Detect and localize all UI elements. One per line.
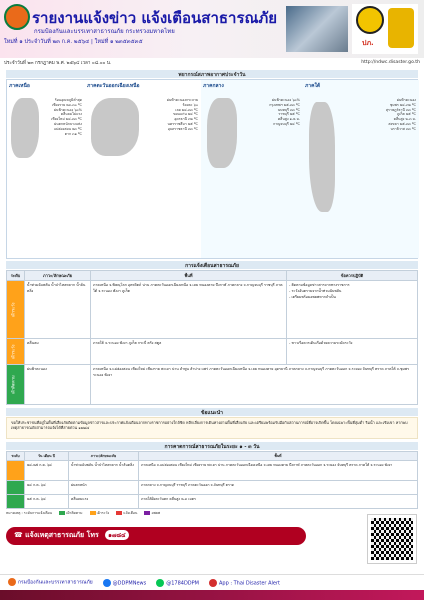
- legend-label: เฝ้าติดตาม: [66, 511, 83, 515]
- table-row: [7, 365, 418, 405]
- date-cell: ๒๔-๒๕ ก.ค. ๖๔: [25, 461, 69, 481]
- warnings-table: [6, 270, 418, 405]
- pt-logo: [352, 4, 418, 54]
- col-hazard: ภาวะ/ลักษณะภัย: [69, 452, 139, 461]
- hazard-cell: คลื่นลมแรง: [69, 495, 139, 509]
- date-cell: ๒๔ ก.ค. ๖๔: [25, 481, 69, 495]
- region-name: ภาคกลาง: [203, 83, 224, 89]
- header-photo: [286, 6, 348, 52]
- social-bar: [0, 574, 424, 590]
- hazard-cell: น้ำท่วมฉับพลัน น้ำป่าไหลหลาก น้ำล้นตลิ่ง: [69, 461, 139, 481]
- level-cell: เฝ้าระวัง: [7, 339, 25, 365]
- south-map: [309, 102, 335, 212]
- col-area: พื้นที่: [139, 452, 418, 461]
- area-cell: ภาคกลาง จ.กาญจนบุรี ราชบุรี ภาคตะวันออก จ.จันทบุรี ตราด: [139, 481, 418, 495]
- region-text: ร้อนอุณหภูมิต่ำสุด เชียงราย ๒๓-๓๐ ºC ฝนฟ้าคะนอง ๖๐% คลื่นลมไม่แรง เชียงใหม่ ๒๔-๓๓ ºC ฝนตกหนักบางแห่ง แม่ฮ่องสอน ๒๓ ºC ตาก ๓๑ ºC: [51, 98, 82, 136]
- info-bar: [0, 58, 424, 68]
- suggestion-text: ขอให้ประชาชนที่อยู่ในพื้นที่เสี่ยงภัยติดตามข้อมูลข่าวสารและประกาศแจ้งเตือนจากทางราชการอย่างใกล้ชิด หลีกเลี่ยงการเดินทางผ่านพื้นที่เสี่ยงภัย และเตรียมพร้อมรับมือกับสถานการณ์ที่อาจเกิดขึ้น โดยเฉพาะพื้นที่ลุ่มต่ำ ริมน้ำ และเชิงเขา หากพบเหตุสาธารณภัยสามารถแจ้งได้ที่สายด่วน ๑๗๘๔: [6, 417, 418, 439]
- social-dept: กรมป้องกันและบรรเทาสาธารณภัย: [18, 579, 93, 586]
- region-text: ฝนฟ้าคะนองกระจาย ร้อยละ ๖๐ เลย ๒๔-๓๓ ºC ขอนแก่น ๒๔ ºC อุดรธานี ๓๒ ºC นครราชสีมา ๒๕ ºC อุบลราชธานี ๓๓ ºC: [166, 98, 198, 131]
- legend: [6, 511, 418, 525]
- hotline-banner[interactable]: [6, 527, 306, 545]
- col-date: วัน เดือน ปี: [25, 452, 69, 461]
- region-central: [201, 80, 303, 258]
- region-name: ภาคตะวันออกเฉียงเหนือ: [87, 83, 140, 89]
- col-level: ระดับ: [7, 271, 25, 281]
- forecast7-title: การคาดการณ์สาธารณภัยในระยะ ๑ - ๓ วัน: [6, 442, 418, 450]
- ddpm-icon: [8, 578, 16, 586]
- level-cell: เฝ้าติดตาม: [7, 365, 25, 405]
- facebook-link[interactable]: [103, 579, 147, 587]
- northeast-map: [91, 98, 139, 156]
- hotline-label: แจ้งเหตุสาธารณภัย โทร: [25, 531, 99, 539]
- pt-logo-text: ปภ.: [362, 39, 374, 47]
- region-northeast: [85, 80, 201, 258]
- table-header: [7, 271, 418, 281]
- app-icon: [209, 579, 217, 587]
- level-cell: [7, 481, 25, 495]
- north-map: [11, 98, 39, 158]
- qr-code[interactable]: [368, 515, 416, 563]
- header: [0, 0, 424, 58]
- area-cell: ภาคเหนือ จ.แม่ฮ่องสอน เชียงใหม่ เชียงราย พะเยา น่าน ลำพูน ลำปาง แพร่ ภาคตะวันออกเฉียงเหนือ จ.เลย หนองคาย อุดรธานี ภาคกลาง จ.กาญจนบุรี ภาคตะวันออก จ.ระยอง จันทบุรี ตราด ภาคใต้ จ.ชุมพร ระนอง พังงา: [91, 365, 418, 405]
- legend-swatch: [90, 511, 96, 515]
- legend-swatch: [59, 511, 65, 515]
- col-area: พื้นที่: [91, 271, 287, 281]
- area-cell: ภาคเหนือ จ.พิษณุโลก อุตรดิตถ์ น่าน ภาคตะวันออกเฉียงเหนือ จ.เลย หนองคาย บึงกาฬ ภาคกลาง จ.กาญจนบุรี ราชบุรี ภาคใต้ จ.ระนอง พังงา ภูเก็ต: [91, 281, 287, 339]
- level-cell: [7, 495, 25, 509]
- date-cell: ๒๕ ก.ค. ๖๔: [25, 495, 69, 509]
- footer-bar: [0, 590, 424, 600]
- advice-cell: - ติดตามข้อมูลข่าวสารจากทางราชการ - ระวังอันตรายจากน้ำท่วมฉับพลัน - เตรียมพร้อมอพยพหากจำเป็น: [287, 281, 418, 339]
- dept-link[interactable]: [8, 578, 93, 587]
- level-cell: [7, 461, 25, 481]
- hazard-cell: ฝนตกหนัก: [69, 481, 139, 495]
- level-cell: เฝ้าระวัง: [7, 281, 25, 339]
- forecast7-table: [6, 451, 418, 509]
- col-hazard: ภาวะ/ลักษณะภัย: [25, 271, 91, 281]
- table-header: [7, 452, 418, 461]
- legend-label: อพยพ: [151, 511, 161, 515]
- table-row: [7, 461, 418, 481]
- col-level: ระดับ: [7, 452, 25, 461]
- ministry-seal: [388, 8, 414, 48]
- hazard-cell: ฝนฟ้าคะนอง: [25, 365, 91, 405]
- table-row: [7, 339, 418, 365]
- ddpm-logo: [4, 4, 30, 30]
- social-line: @1784DDPM: [166, 580, 199, 586]
- page-title: รายงานแจ้งข่าว แจ้งเตือนสาธารณภัย: [32, 9, 278, 27]
- forecast-panel: [6, 79, 418, 259]
- area-cell: ภาคเหนือ จ.แม่ฮ่องสอน เชียงใหม่ เชียงราย พะเยา น่าน ภาคตะวันออกเฉียงเหนือ จ.เลย หนองคาย บึงกาฬ ภาคตะวันออก จ.ระยอง จันทบุรี ตราด ภาคใต้ จ.ระนอง พังงา: [139, 461, 418, 481]
- legend-label: เฝ้าระวัง: [96, 511, 110, 515]
- legend-note: หมายเหตุ : ระดับการแจ้งเตือน: [6, 511, 53, 515]
- line-icon: [156, 579, 164, 587]
- phone-icon: ☎: [14, 531, 23, 539]
- app-link[interactable]: [209, 579, 280, 587]
- table-row: [7, 481, 418, 495]
- region-text: ฝนฟ้าคะนอง ชุมพร ๒๔-๓๒ ºC สุราษฎร์ธานี ๓๓ ºC ภูเก็ต ๒๕ ºC คลื่นสูง ๒-๓ ม. สงขลา ๒๕-๓๓ ºC นราธิวาส ๓๓ ºC: [385, 98, 416, 131]
- table-row: [7, 281, 418, 339]
- region-south: [303, 80, 419, 258]
- social-app: App : Thai Disaster Alert: [218, 580, 280, 586]
- table-row: [7, 495, 418, 509]
- warnings-title: การแจ้งเตือนสาธารณภัย: [6, 261, 418, 269]
- hazard-cell: คลื่นลม: [25, 339, 91, 365]
- legend-swatch: [144, 511, 150, 515]
- website-link[interactable]: http://ndwc.disaster.go.th: [361, 60, 420, 65]
- issue-line: ใหม่ที่ ๑ ประจำวันที่ ๒๓ ก.ค. ๒๕๖๔ | ใหม่ที่ ๑ ๒๓๕๓๕๓๕: [4, 39, 143, 45]
- legend-label: แจ้งเตือน: [123, 511, 138, 515]
- forecast-title: พยากรณ์สภาพอากาศประจำวัน: [6, 70, 418, 78]
- region-north: [7, 80, 85, 258]
- emblem-icon: [356, 6, 384, 34]
- advice-cell: - ชาวเรือควรเดินเรือด้วยความระมัดระวัง: [287, 339, 418, 365]
- report-date: ประจำวันที่ ๒๓ กรกฎาคม พ.ศ. ๒๕๖๔ เวลา ๐๘.๐๐ น.: [4, 61, 112, 66]
- hazard-cell: น้ำท่วมฉับพลัน น้ำป่าไหลหลาก น้ำล้นตลิ่ง: [25, 281, 91, 339]
- line-link[interactable]: [156, 579, 199, 587]
- facebook-icon: [103, 579, 111, 587]
- area-cell: ภาคใต้ฝั่งตะวันตก คลื่นสูง ๒-๓ เมตร: [139, 495, 418, 509]
- col-advice: ข้อควรปฏิบัติ: [287, 271, 418, 281]
- department-name: กรมป้องกันและบรรเทาสาธารณภัย กระทรวงมหาดไทย: [34, 28, 175, 35]
- legend-swatch: [116, 511, 122, 515]
- hotline-number: ๑๗๘๔: [105, 530, 129, 540]
- social-facebook: @DDPMNews: [112, 580, 147, 586]
- area-cell: ภาคใต้ จ.ระนอง พังงา ภูเก็ต กระบี่ ตรัง สตูล: [91, 339, 287, 365]
- region-text: ฝนฟ้าคะนอง ๖๐% กรุงเทพฯ ๒๕-๓๓ ºC นนทบุรี ๓๓ ºC ราชบุรี ๒๕ ºC คลื่นสูง ๑-๒ ม. กาญจนบุรี ๒๔ ºC: [269, 98, 300, 126]
- central-map: [207, 98, 237, 168]
- region-name: ภาคใต้: [305, 83, 321, 89]
- suggestion-title: ข้อแนะนำ: [6, 408, 418, 416]
- region-name: ภาคเหนือ: [9, 83, 30, 89]
